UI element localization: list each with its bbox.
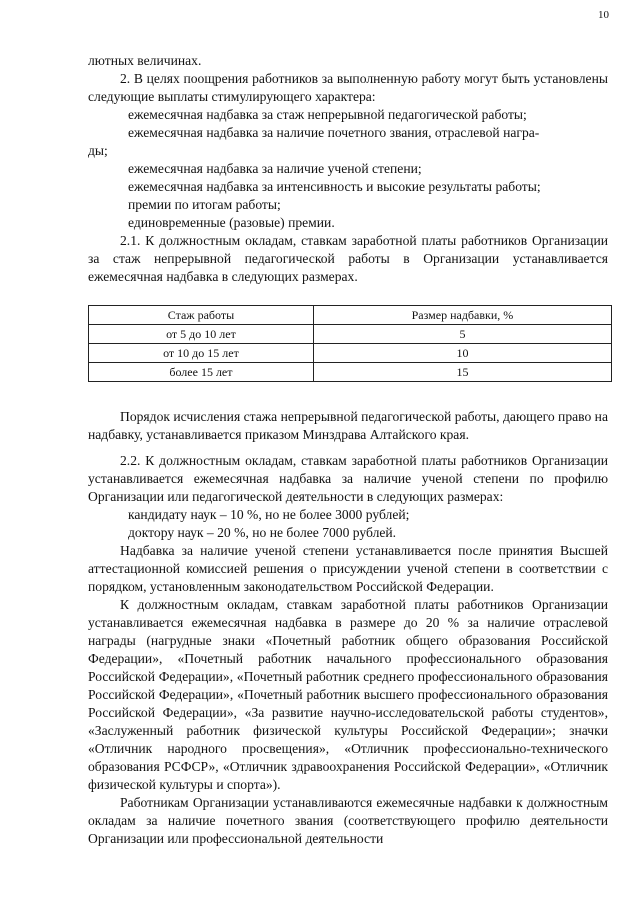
table-cell: от 5 до 10 лет: [89, 325, 314, 344]
list-item: ежемесячная надбавка за интенсивность и высокие результаты работы;: [128, 179, 541, 194]
table-cell: от 10 до 15 лет: [89, 344, 314, 363]
document-body: [88, 52, 608, 848]
table-header: Размер надбавки, %: [313, 306, 611, 325]
paragraph-awards: К должностным окладам, ставкам заработной платы работников Организации устанавливается ежемесячная надбавка в размере до 20 % за наличие отраслевой награды (нагрудные знаки «Почетный работник общего образования Российской Федерации», «Почетный работник начального профессионального образования Российской Федерации», «Почетный работник среднего профессионального образования Российской Федерации», «Почетный работник высшего профессионального образования Российской Федерации», «За развитие научно-исследовательской работы студентов», «Заслуженный работник физической культуры Российской Федерации»; значки «Отличник народного просвещения», «Отличник профессионально-технического образования РСФСР», «Отличник здравоохранения Российской Федерации», «Отличник физической культуры и спорта»).: [88, 597, 608, 792]
table-cell: 15: [313, 363, 611, 382]
table-row: [89, 325, 612, 344]
paragraph-titles: Работникам Организации устанавливаются ежемесячные надбавки к должностным окладам за наличие почетного звания (соответствующего профилю деятельности Организации или профессиональной деятельности: [88, 795, 608, 846]
paragraph-degree: Надбавка за наличие ученой степени устанавливается после принятия Высшей аттестационной комиссией решения о присуждении ученой степени в соответствии с порядком, установленным законодательством Российской Федерации.: [88, 543, 608, 594]
list-item: единовременные (разовые) премии.: [128, 215, 335, 230]
paragraph-2-2: 2.2. К должностным окладам, ставкам заработной платы работников Организации устанавливается ежемесячная надбавка за наличие ученой степени по профилю Организации или педагогической деятельности в следующих размерах:: [88, 453, 608, 504]
list-item: доктору наук – 20 %, но не более 7000 рублей.: [128, 525, 397, 540]
table-row: [89, 344, 612, 363]
table-cell: более 15 лет: [89, 363, 314, 382]
table-row: [89, 363, 612, 382]
list-item: кандидату наук – 10 %, но не более 3000 рублей;: [128, 507, 410, 522]
list-item: ежемесячная надбавка за наличие почетного звания, отраслевой награ-: [128, 125, 540, 140]
page-number: 10: [598, 9, 609, 21]
list-item-continuation: ды;: [88, 143, 108, 158]
list-item: ежемесячная надбавка за наличие ученой степени;: [128, 161, 422, 176]
paragraph-2: 2. В целях поощрения работников за выполненную работу могут быть установлены следующие выплаты стимулирующего характера:: [88, 71, 608, 104]
table-header-row: [89, 306, 612, 325]
seniority-table: [88, 305, 612, 382]
list-item: ежемесячная надбавка за стаж непрерывной педагогической работы;: [128, 107, 527, 122]
list-item: премии по итогам работы;: [128, 197, 281, 212]
table-cell: 10: [313, 344, 611, 363]
table-cell: 5: [313, 325, 611, 344]
paragraph-continuation: лютных величинах.: [88, 53, 202, 68]
paragraph-order: Порядок исчисления стажа непрерывной педагогической работы, дающего право на надбавку, устанавливается приказом Минздрава Алтайского края.: [88, 409, 608, 442]
table-header: Стаж работы: [89, 306, 314, 325]
paragraph-2-1: 2.1. К должностным окладам, ставкам заработной платы работников Организации за стаж непрерывной педагогической работы в Организации устанавливается ежемесячная надбавка в следующих размерах.: [88, 233, 608, 284]
